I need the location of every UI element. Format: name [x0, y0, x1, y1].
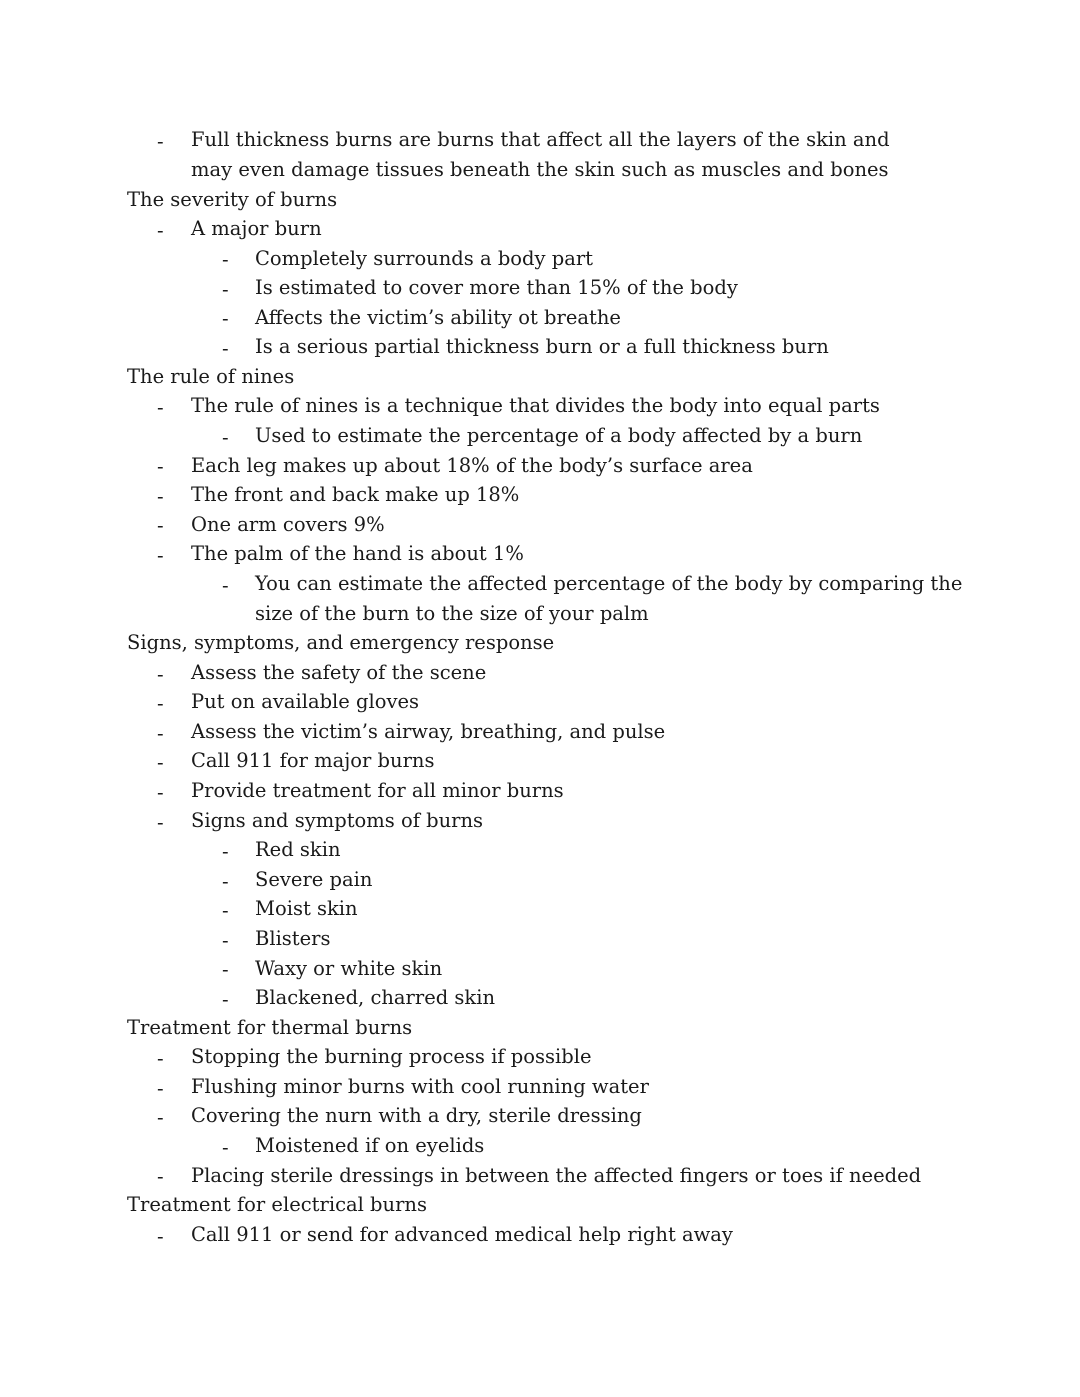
bullet-dash: - [157, 663, 164, 686]
section-heading: The rule of nines [127, 365, 295, 388]
list-item: Completely surrounds a body part [255, 247, 594, 270]
list-item: Stopping the burning process if possible [191, 1045, 592, 1068]
list-item: You can estimate the affected percentage of the body by comparing the size of the burn to the size of your palm [255, 572, 963, 625]
list-item: Call 911 for major burns [191, 749, 435, 772]
bullet-dash: - [222, 1136, 229, 1159]
list-item: Assess the safety of the scene [191, 661, 487, 684]
list-item: One arm covers 9% [191, 513, 385, 536]
section-heading: The severity of burns [127, 188, 338, 211]
bullet-dash: - [157, 1225, 164, 1248]
bullet-dash: - [222, 574, 229, 597]
bullet-dash: - [157, 130, 164, 153]
bullet-dash: - [222, 307, 229, 330]
list-item: Covering the nurn with a dry, sterile dressing [191, 1104, 642, 1127]
list-item: Waxy or white skin [255, 957, 443, 980]
list-item: Assess the victim’s airway, breathing, and pulse [191, 720, 666, 743]
bullet-dash: - [222, 337, 229, 360]
list-item: Blisters [255, 927, 331, 950]
list-item: Moistened if on eyelids [255, 1134, 485, 1157]
bullet-dash: - [157, 1077, 164, 1100]
bullet-dash: - [157, 781, 164, 804]
bullet-dash: - [157, 485, 164, 508]
list-item: Placing sterile dressings in between the affected fingers or toes if needed [191, 1164, 922, 1187]
bullet-dash: - [222, 870, 229, 893]
bullet-dash: - [157, 1047, 164, 1070]
bullet-dash: - [157, 1106, 164, 1129]
list-item: Blackened, charred skin [255, 986, 496, 1009]
bullet-dash: - [157, 811, 164, 834]
list-item: Signs and symptoms of burns [191, 809, 484, 832]
bullet-dash: - [222, 840, 229, 863]
list-item: The palm of the hand is about 1% [191, 542, 524, 565]
list-item: Is a serious partial thickness burn or a full thickness burn [255, 335, 829, 358]
list-item: Each leg makes up about 18% of the body’s surface area [191, 454, 753, 477]
bullet-dash: - [157, 514, 164, 537]
bullet-dash: - [157, 722, 164, 745]
bullet-dash: - [222, 426, 229, 449]
section-heading: Treatment for thermal burns [127, 1016, 413, 1039]
section-heading: Treatment for electrical burns [127, 1193, 427, 1216]
bullet-dash: - [222, 899, 229, 922]
list-item: Used to estimate the percentage of a body affected by a burn [255, 424, 863, 447]
bullet-dash: - [157, 1165, 164, 1188]
bullet-dash: - [157, 692, 164, 715]
list-item: A major burn [191, 217, 322, 240]
bullet-dash: - [222, 278, 229, 301]
list-item: Moist skin [255, 897, 358, 920]
list-item: Provide treatment for all minor burns [191, 779, 564, 802]
bullet-dash: - [157, 751, 164, 774]
list-item: The front and back make up 18% [191, 483, 520, 506]
bullet-dash: - [222, 988, 229, 1011]
list-item: Is estimated to cover more than 15% of the body [255, 276, 738, 299]
list-item: Affects the victim’s ability ot breathe [255, 306, 621, 329]
bullet-dash: - [157, 396, 164, 419]
list-item: The rule of nines is a technique that divides the body into equal parts [191, 394, 880, 417]
list-item: Full thickness burns are burns that affect all the layers of the skin and may even damage tissues beneath the skin such as muscles and bones [191, 128, 890, 181]
bullet-dash: - [157, 544, 164, 567]
bullet-dash: - [222, 929, 229, 952]
list-item: Put on available gloves [191, 690, 420, 713]
bullet-dash: - [157, 219, 164, 242]
list-item: Severe pain [255, 868, 373, 891]
list-item: Red skin [255, 838, 341, 861]
section-heading: Signs, symptoms, and emergency response [127, 631, 555, 654]
bullet-dash: - [222, 958, 229, 981]
bullet-dash: - [222, 248, 229, 271]
list-item: Call 911 or send for advanced medical help right away [191, 1223, 733, 1246]
list-item: Flushing minor burns with cool running water [191, 1075, 649, 1098]
bullet-dash: - [157, 455, 164, 478]
